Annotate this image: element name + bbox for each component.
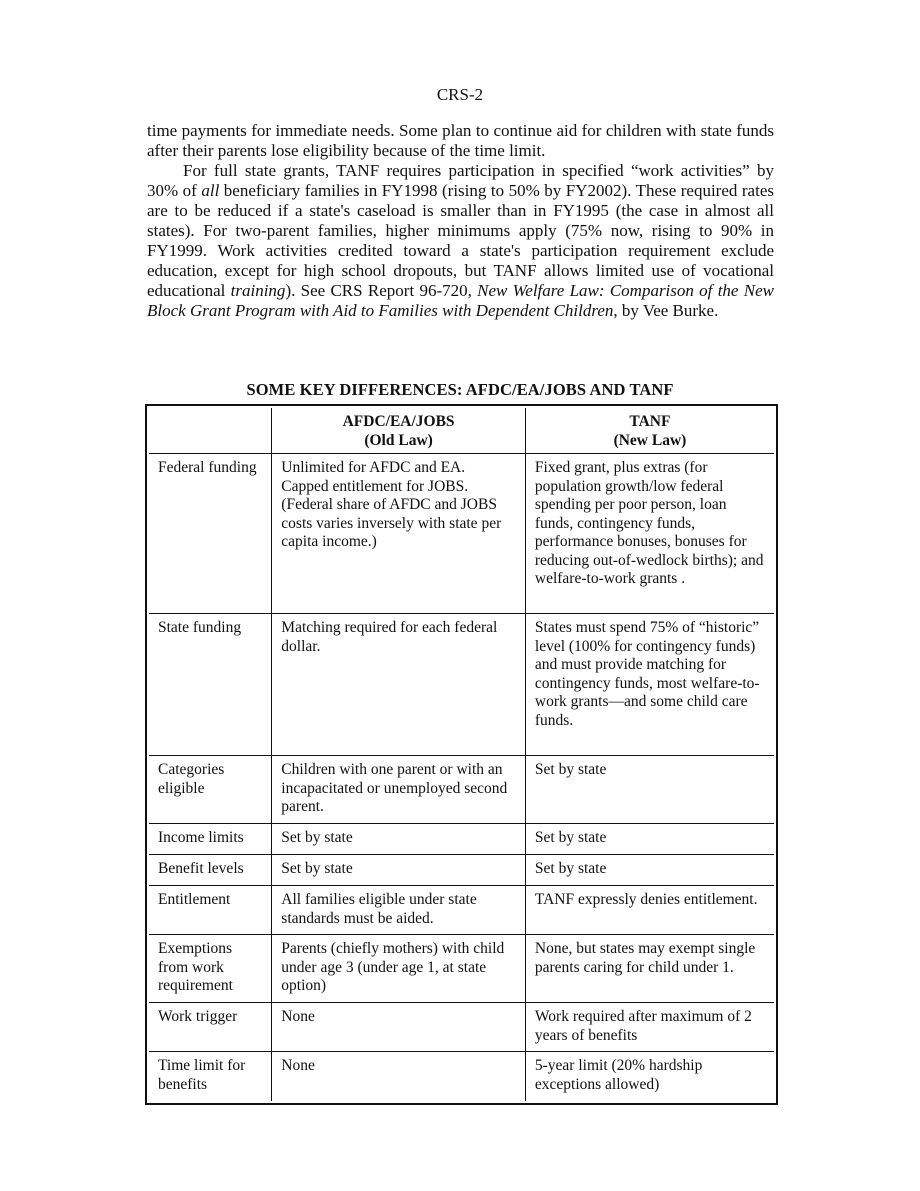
table-row — [149, 756, 774, 824]
table-row — [149, 886, 774, 935]
header-old-law — [272, 408, 526, 454]
old-law-cell: Children with one parent or with an incapacitated or unemployed second parent. — [272, 756, 526, 824]
new-law-cell: Fixed grant, plus extras (for population growth/low federal spending per poor person, loan funds, contingency funds, performance bonuses, bonuses for reducing out-of-wedlock births); and welfare-to-work grants . — [525, 454, 774, 614]
row-label: Categories eligible — [149, 756, 272, 824]
row-label: Exemptions from work requirement — [149, 935, 272, 1003]
old-law-cell: All families eligible under state standards must be aided. — [272, 886, 526, 935]
new-law-cell: None, but states may exempt single parents caring for child under 1. — [525, 935, 774, 1003]
old-law-cell: Matching required for each federal dollar. — [272, 614, 526, 756]
row-label: State funding — [149, 614, 272, 756]
paragraph-text: ). See CRS Report 96-720, — [285, 281, 478, 300]
paragraph-tanf-work — [147, 161, 774, 321]
old-law-cell: Parents (chiefly mothers) with child under age 3 (under age 1, at state option) — [272, 935, 526, 1003]
row-label: Income limits — [149, 824, 272, 855]
header-new-law-subtitle: (New Law) — [613, 431, 687, 449]
paragraph-text: For full state grants, TANF requires participation in specified “work activities” by 30% of — [147, 161, 774, 200]
emphasis-all: all — [201, 181, 220, 200]
comparison-table — [149, 408, 774, 1101]
new-law-cell: Set by state — [525, 824, 774, 855]
new-law-cell: Set by state — [525, 756, 774, 824]
table-title: SOME KEY DIFFERENCES: AFDC/EA/JOBS AND TANF — [246, 380, 674, 399]
row-label: Time limit for benefits — [149, 1052, 272, 1101]
body-text — [147, 121, 774, 321]
new-law-cell: States must spend 75% of “historic” level (100% for contingency funds) and must provide matching for contingency funds, most welfare-to-work grants—and some child care funds. — [525, 614, 774, 756]
row-label: Entitlement — [149, 886, 272, 935]
table-row — [149, 935, 774, 1003]
new-law-cell: TANF expressly denies entitlement. — [525, 886, 774, 935]
table-row — [149, 614, 774, 756]
new-law-cell: 5-year limit (20% hardship exceptions allowed) — [525, 1052, 774, 1101]
header-new-law — [525, 408, 774, 454]
table-row — [149, 824, 774, 855]
paragraph-text: beneficiary families in FY1998 (rising to 50% by FY2002). These required rates are to be reduced if a state's caseload is smaller than in FY1995 (the case in almost all states). For two-parent families, higher minimums apply (75% now, rising to 90% in FY1999. Work activities credited toward a state's participation requirement exclude education, except for high school dropouts, but TANF allows limited use of vocational educational — [147, 181, 774, 300]
emphasis-training: training — [230, 281, 286, 300]
old-law-cell: Set by state — [272, 855, 526, 886]
comparison-table-frame — [145, 404, 778, 1105]
page-header: CRS-2 — [436, 85, 484, 104]
header-old-law-title: AFDC/EA/JOBS — [342, 413, 455, 430]
header-blank-cell — [149, 408, 272, 454]
old-law-cell: Unlimited for AFDC and EA. Capped entitlement for JOBS. (Federal share of AFDC and JOBS costs varies inversely with state per capita income.) — [272, 454, 526, 614]
table-row — [149, 855, 774, 886]
header-new-law-title: TANF — [629, 413, 671, 430]
paragraph-text: , by Vee Burke. — [613, 301, 719, 320]
table-row — [149, 454, 774, 614]
table-header-row — [149, 408, 774, 454]
new-law-cell: Work required after maximum of 2 years of benefits — [525, 1003, 774, 1052]
report-title: New Welfare Law: Comparison of the New Block Grant Program with Aid to Families with Dependent Children — [147, 281, 774, 320]
paragraph-continuation: time payments for immediate needs. Some plan to continue aid for children with state funds after their parents lose eligibility because of the time limit. — [147, 121, 774, 160]
old-law-cell: None — [272, 1003, 526, 1052]
old-law-cell: Set by state — [272, 824, 526, 855]
row-label: Federal funding — [149, 454, 272, 614]
old-law-cell: None — [272, 1052, 526, 1101]
new-law-cell: Set by state — [525, 855, 774, 886]
row-label: Benefit levels — [149, 855, 272, 886]
table-row — [149, 1003, 774, 1052]
row-label: Work trigger — [149, 1003, 272, 1052]
table-row — [149, 1052, 774, 1101]
header-old-law-subtitle: (Old Law) — [364, 431, 433, 449]
